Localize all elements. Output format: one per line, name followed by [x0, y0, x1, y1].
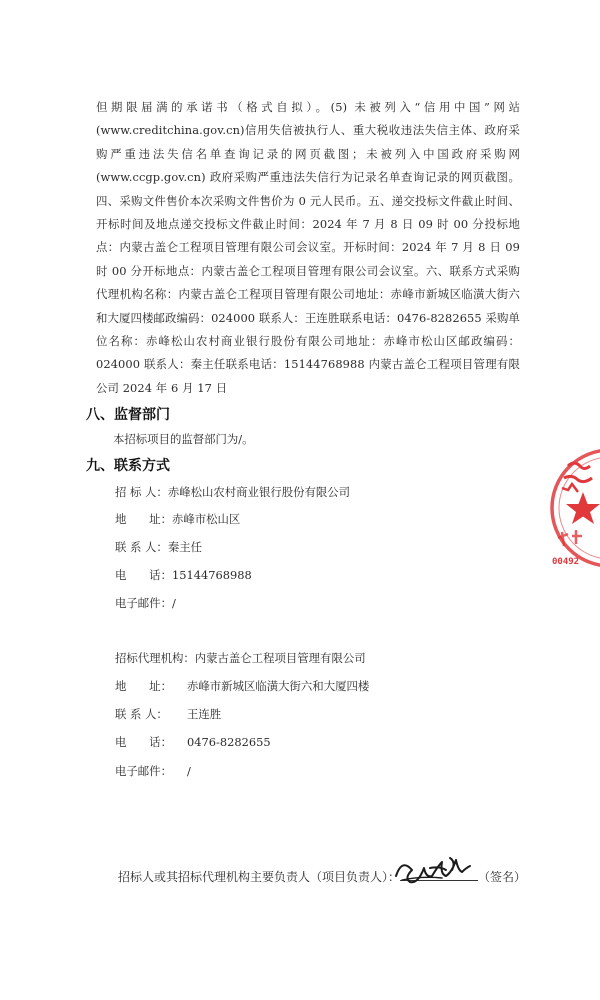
agency-name-value: 内蒙古盖仑工程项目管理有限公司	[194, 651, 366, 665]
tenderer-phone-label: 电 话：	[115, 568, 172, 582]
section-9-title: 九、联系方式	[86, 458, 170, 474]
agency-contact-value: 王连胜	[187, 707, 222, 721]
section-8-title: 八、监督部门	[86, 407, 170, 423]
tenderer-phone-row	[115, 567, 252, 583]
agency-contact-row	[115, 706, 221, 722]
agency-contact-label: 联 系 人：	[115, 707, 168, 721]
agency-name-label: 招标代理机构：	[115, 651, 195, 665]
tenderer-name-label: 招 标 人：	[115, 485, 168, 499]
tenderer-contact-row	[115, 539, 202, 555]
section-8-text: 本招标项目的监督部门为/。	[113, 432, 254, 446]
agency-email-row	[115, 763, 191, 779]
agency-email-label: 电子邮件：	[115, 764, 172, 778]
agency-address-value: 赤峰市新城区临潢大街六和大厦四楼	[187, 679, 370, 693]
tenderer-address-value: 赤峰市松山区	[171, 512, 241, 526]
tenderer-email-label: 电子邮件：	[115, 596, 172, 610]
tenderer-contact-label: 联 系 人：	[115, 540, 168, 554]
tenderer-email-value: /	[171, 596, 176, 610]
tenderer-name-row	[115, 484, 350, 500]
signature-prefix: 招标人或其招标代理机构主要负责人（项目负责人）：	[118, 870, 401, 884]
company-seal-icon	[548, 428, 600, 588]
tenderer-email-row	[115, 595, 176, 611]
agency-address-row	[115, 678, 369, 694]
tenderer-contact-value: 秦主任	[167, 540, 202, 554]
body-paragraph: 但期限届满的承诺书（格式自拟）。(5) 未被列入“信用中国”网站(www.creditchina.gov.cn)信用失信被执行人、重大税收违法失信主体、政府采购严重违法失信名单查询记录的网页截图；未被列入中国政府采购网(www.ccgp.gov.cn) 政府采购严重违法失信行为记录名单查询记录的网页截图。四、采购文件售价本次采购文件售价为 0 元人民币。五、递交投标文件截止时间、开标时间及地点递交投标文件截止时间：2024 年 7 月 8 日 09 时 00 分投标地点：内蒙古盖仑工程项目管理有限公司会议室。开标时间：2024 年 7 月 8 日 09 时 00 分开标地点：内蒙古盖仑工程项目管理有限公司会议室。六、联系方式采购代理机构名称：内蒙古盖仑工程项目管理有限公司地址：赤峰市新城区临潢大街六和大厦四楼邮政编码：024000 联系人：王连胜联系电话：0476-8282655 采购单位名称：赤峰松山农村商业银行股份有限公司地址：赤峰市松山区邮政编码：024000 联系人：秦主任联系电话：15144768988 内蒙古盖仑工程项目管理有限公司 2024 年 6 月 17 日	[96, 100, 520, 395]
agency-phone-label: 电 话：	[115, 735, 172, 749]
tenderer-address-label: 地 址：	[115, 512, 172, 526]
handwritten-signature	[390, 850, 485, 890]
tenderer-address-row	[115, 511, 240, 527]
agency-email-value: /	[187, 764, 191, 778]
agency-phone-value: 0476-8282655	[187, 735, 271, 749]
tenderer-name-value: 赤峰松山农村商业银行股份有限公司	[167, 485, 351, 499]
seal-number: 00492	[552, 557, 580, 567]
signature-suffix: （签名）	[478, 870, 527, 884]
agency-phone-row	[115, 734, 271, 750]
tenderer-phone-value: 15144768988	[171, 568, 252, 582]
agency-name-row	[115, 650, 366, 666]
agency-address-label: 地 址：	[115, 679, 172, 693]
